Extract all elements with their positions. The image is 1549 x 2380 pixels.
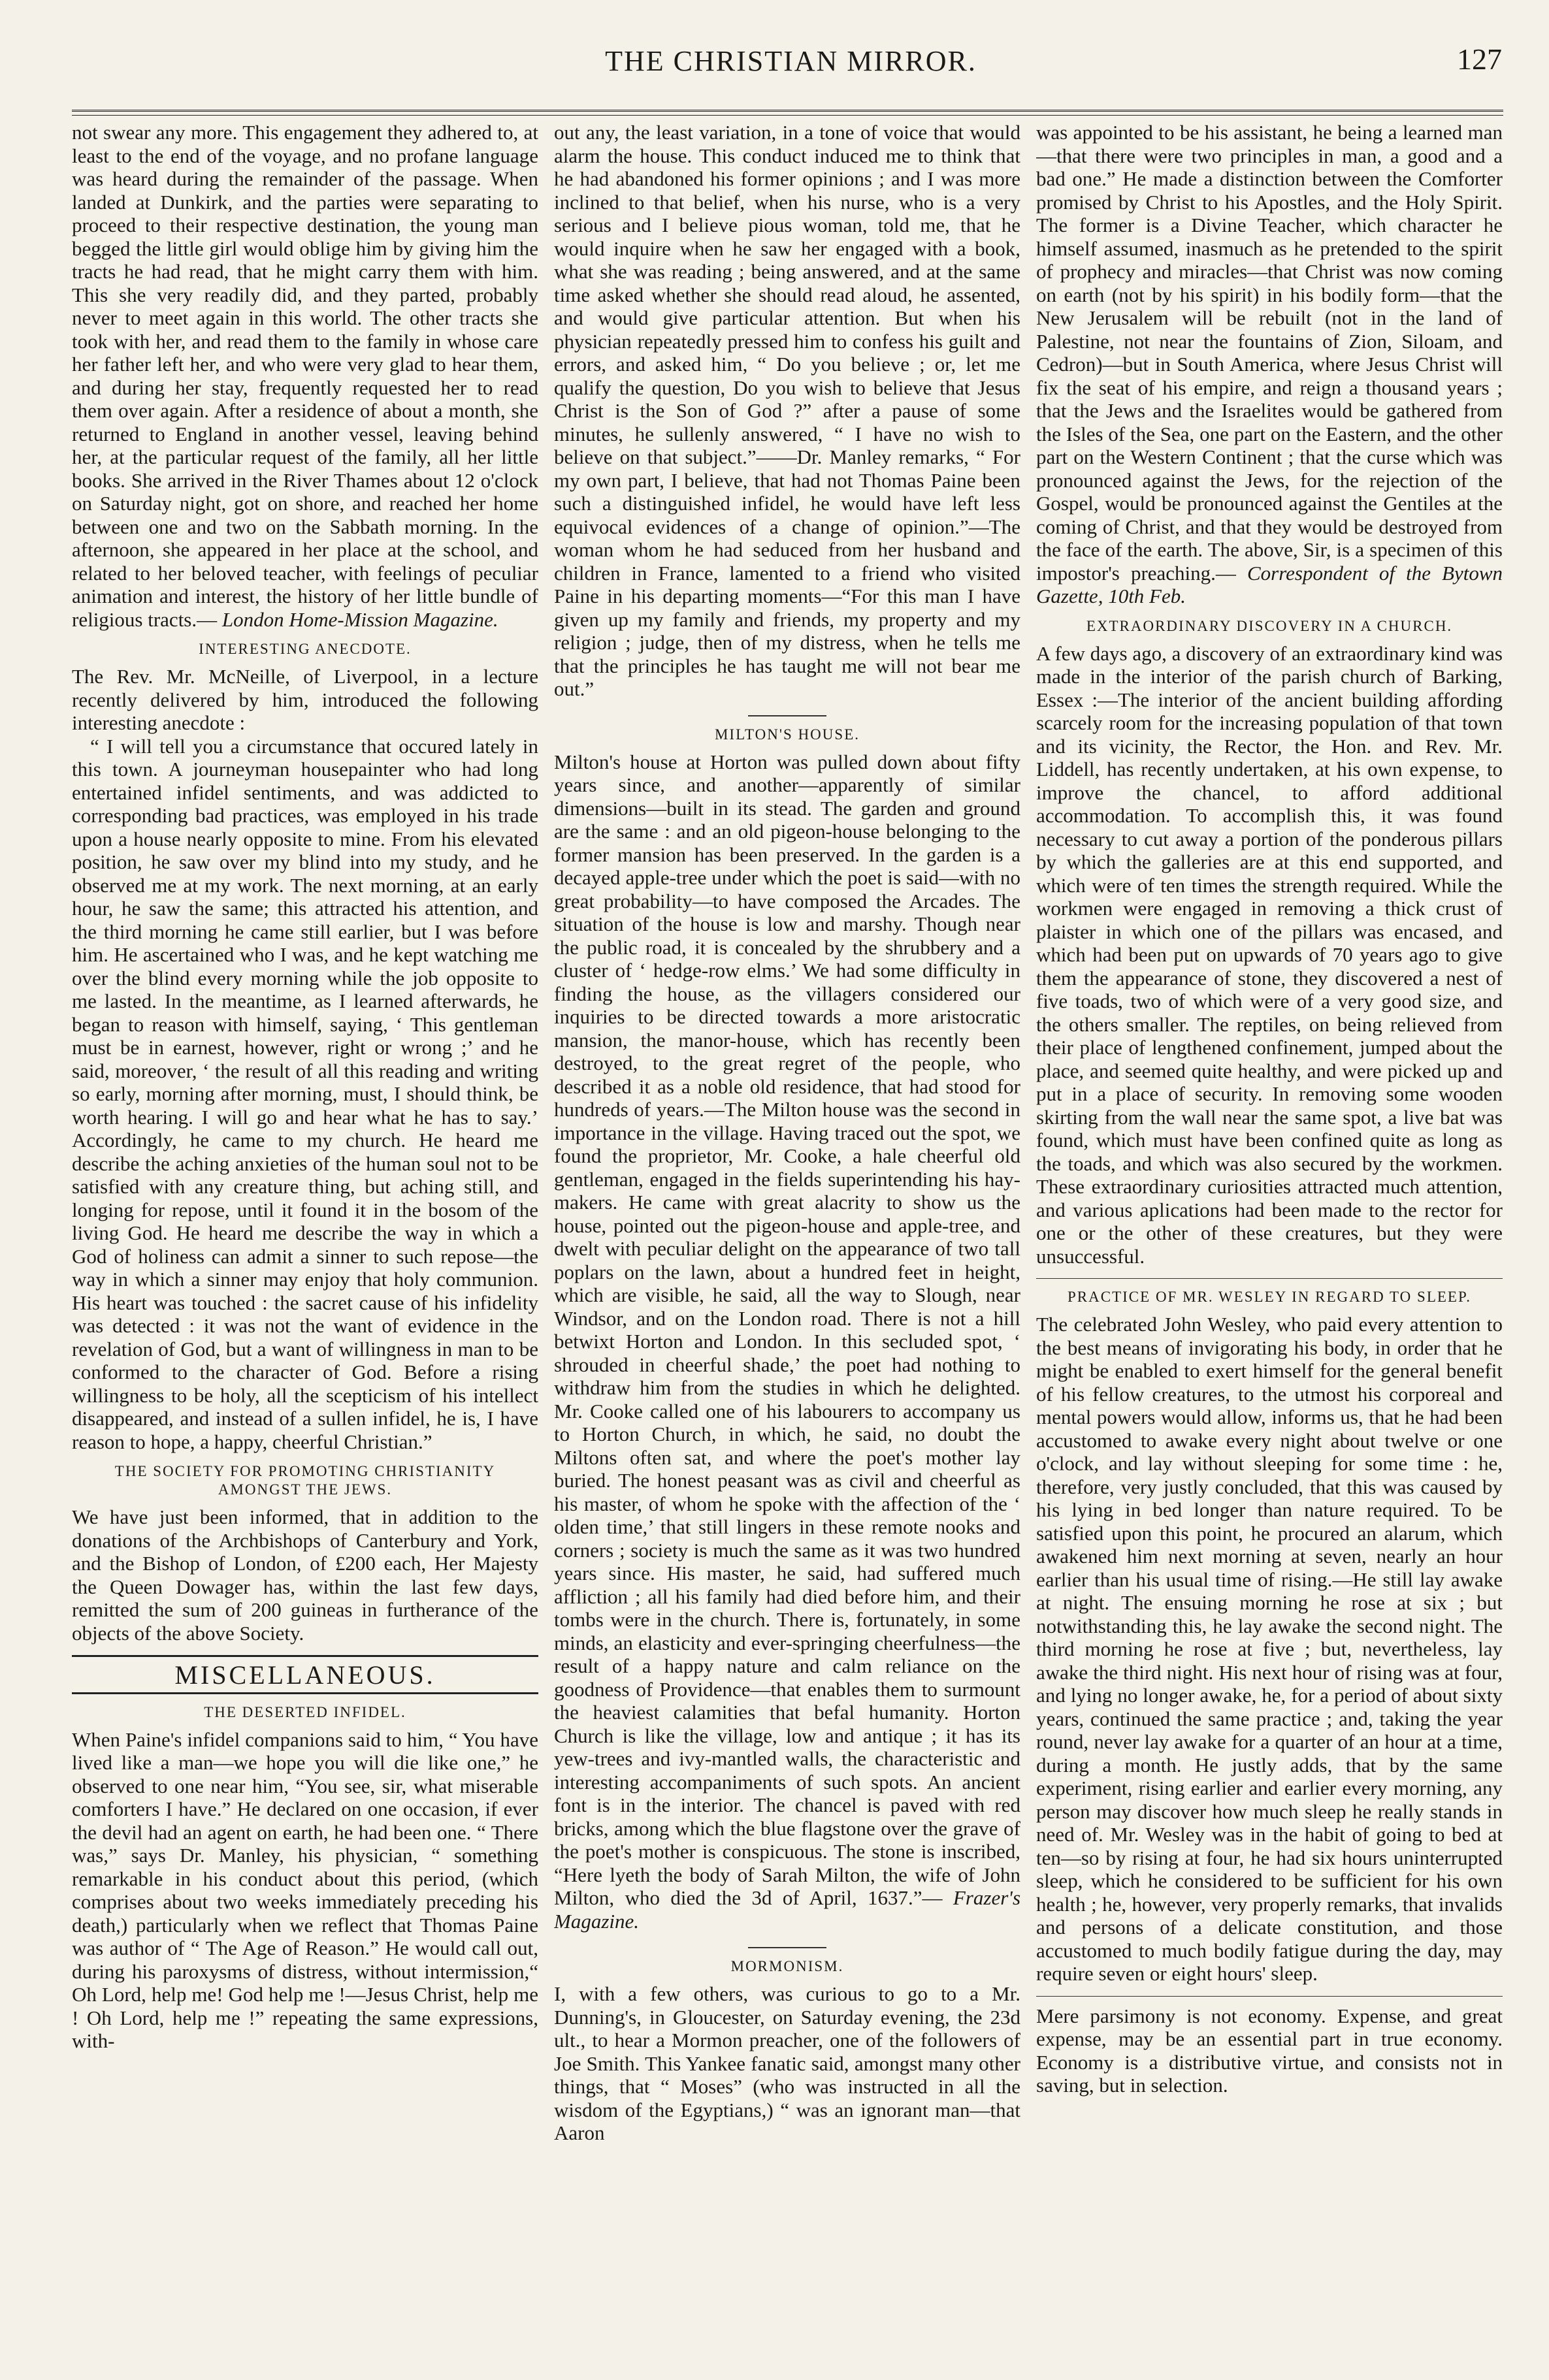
article-body: was appointed to be his assistant, he being a learned man—that there were two principles in man, a good and a bad one.” He made a distinction between the Comforter promised by Christ to his Apostles, and the Holy Spirit. The former is a Divine Teacher, which character he himself assumed, inasmuch as he pretended to the spirit of prophecy and miracles—that Christ was now coming on earth (not by his spirit) in his bodily form—that the New Jerusalem will be rebuilt (not in the land of Palestine, not near the fountains of Zion, Siloam, and Cedron)—but in South America, where Jesus Christ will fix the seat of his empire, and reign a thousand years ; that the Jews and the Israelites would be gathered from the Isles of the Sea, one part on the Eastern, and the other part on the Western Continent ; that the curse which was pronounced against the Jews, for the rejection of the Gospel, would be pronounced against the Gentiles at the coming of Christ, and that they would be destroyed from the face of the earth. The above, Sir, is a specimen of this impostor's preaching.— <box>1036 121 1503 585</box>
section-heading: MISCELLANEOUS. <box>72 1655 538 1694</box>
page-number: 127 <box>1457 42 1502 76</box>
column-3 <box>1036 121 1503 2335</box>
carryover-text: not swear any more. This engagement they adhered to, at least to the end of the voyage, and no profane language was heard during the remainder of the passage. When landed at Dunkirk, and the parties were separating to proceed to their respective destination, the young man begged the little girl would oblige him by giving him the tracts he had read, that he might carry them with him. This she very readily did, and they parted, probably never to meet again in this world. The other tracts she took with her, and read them to the family in whose care her father left her, and who were very glad to hear them, and during her stay, frequently requested her to read them over again. After a residence of about a month, she returned to England in another vessel, leaving behind her, at the particular request of the family, all her little books. She arrived in the River Thames about 12 o'clock on Saturday night, got on shore, and reached her home between one and two on the Sabbath morning. In the afternoon, she appeared in her place at the school, and related to her beloved teacher, with feelings of peculiar animation and interest, the history of her little bundle of religious tracts.— <box>72 121 538 631</box>
article-paragraph: The celebrated John Wesley, who paid every attention to the best means of invigorating his body, in order that he might be enabled to exert himself for the general benefit of his fellow creatures, to the utmost his corporeal and mental powers would allow, informs us, that he had been accustomed to awake every night about twelve or one o'clock, and lay without sleeping for some time : he, therefore, very justly concluded, that this was caused by his lying in bed longer than nature required. To be satisfied upon this point, he procured an alarum, which awakened him next morning at seven, nearly an hour earlier than his usual time of rising.—He still lay awake at night. The ensuing morning he rose at six ; but notwithstanding this, he lay awake the second night. The third morning he rose at five ; but, nevertheless, lay awake the third night. His next hour of rising was at four, and lying no longer awake, he, for a period of about sixty years, continued the same practice ; and, taking the year round, never lay awake for a quarter of an hour at a time, during a month. He justly adds, that by the same experiment, rising earlier and earlier every morning, any person may discover how much sleep he really stands in need of. Mr. Wesley was in the habit of going to bed at ten—so by rising at four, he had six hours uninterrupted sleep, which he considered to be sufficient for his own health ; he, however, very properly remarks, that invalids and persons of a delicate constitution, and those accustomed to much bodily fatigue during the day, may require seven or eight hours' sleep. <box>1036 1313 1503 1985</box>
article-source: Correspondent of the Bytown Gazette, 10th Feb. <box>1036 561 1503 607</box>
publication-title: THE CHRISTIAN MIRROR. <box>605 45 977 77</box>
article-paragraph: When Paine's infidel companions said to him, “ You have lived like a man—we hope you will die like one,” he observed to one near him, “You see, sir, what miserable comforters I have.” He declared on one occasion, if ever the devil had an agent on earth, he had been one. “ There was,” says Dr. Manley, his physician, “ something remarkable in his conduct about this period, (which comprises about two weeks immediately preceding his death,) particularly when we reflect that Thomas Paine was author of “ The Age of Reason.” He would call out, during his paroxysms of distress, without intermission,“ Oh Lord, help me! God help me !—Jesus Christ, help me ! Oh Lord, help me !” repeating the same expressions, with- <box>72 1728 538 2052</box>
article-paragraph: “ I will tell you a circumstance that occured lately in this town. A journeyman housepainter who had long entertained infidel sentiments, and was addicted to corresponding bad practices, was employed in his trade upon a house nearly opposite to mine. From his elevated position, he saw over my blind into my study, and he observed me at my work. The next morning, at an early hour, he saw the same; this attracted his attention, and the third morning he came still earlier, but I was before him. He ascertained who I was, and he kept watching me over the blind every morning while the job opposite to me lasted. In the meantime, as I learned afterwards, he began to reason with himself, saying, ‘ This gentleman must be in earnest, however, right or wrong ;’ and he said, moreover, ‘ the result of all this reading and writing so early, morning after morning, must, I should think, be worth hearing. I will go and hear what he has to say.’ Accordingly, he came to my church. He heard me describe the aching anxieties of the human soul not to be satisfied with any creature thing, but aching still, and longing for repose, until it found it in the bosom of the living God. He heard me describe the way in which a God of holiness can admit a sinner to such repose—the way in which a sinner may enjoy that holy communion. His heart was touched : the sacret cause of his infidelity was detected : it was not the want of evidence in the revelation of God, but a want of willingness in man to be conformed to the character of God. Before a rising willingness to be holy, all the scepticism of his intellect disappeared, and instead of a sullen infidel, he is, I have reason to hope, a happy, cheerful Christian.” <box>72 734 538 1453</box>
column-2 <box>554 121 1020 2335</box>
article-paragraph: We have just been informed, that in addition to the donations of the Archbishops of Canterbury and York, and the Bishop of London, of £200 each, Her Majesty the Queen Dowager has, within the last few days, remitted the sum of 200 guineas in furtherance of the objects of the above Society. <box>72 1505 538 1645</box>
section-divider <box>748 1947 826 1948</box>
article-title: INTERESTING ANECDOTE. <box>199 641 412 657</box>
article-paragraph: I, with a few others, was curious to go to a Mr. Dunning's, in Gloucester, on Saturday evening, the 23d ult., to hear a Mormon preacher, one of the followers of Joe Smith. This Yankee fanatic said, amongst many other things, that “ Moses” (who was instructed in all the wisdom of the Egyptians,) “ was an ignorant man—that Aaron <box>554 1982 1020 2144</box>
article-source: Frazer's Magazine. <box>554 1886 1020 1933</box>
article-title: THE SOCIETY FOR PROMOTING CHRISTIANITY AMONGST THE JEWS. <box>114 1463 496 1498</box>
article-paragraph <box>72 121 538 631</box>
article-title: EXTRAORDINARY DISCOVERY IN A CHURCH. <box>1086 617 1453 634</box>
column-1 <box>72 121 538 2335</box>
article-title: MILTON'S HOUSE. <box>714 726 860 743</box>
section-divider <box>1036 1996 1503 1997</box>
text-columns <box>72 121 1503 2335</box>
header-rule <box>72 110 1503 116</box>
article-body: Milton's house at Horton was pulled down about fifty years since, and another—apparently of similar dimensions—built in its stead. The garden and ground are the same : and an old pigeon-house belonging to the former mansion has been preserved. In the garden is a decayed apple-tree under which the poet is said—with no great probability—to have composed the Arcades. The situation of the house is low and marshy. Though near the public road, it is concealed by the shrubbery and a cluster of ‘ hedge-row elms.’ We had some difficulty in finding the house, as the villagers considered our inquiries to be directed towards a more aristocratic mansion, the manor-house, which has recently been destroyed, to the great regret of the people, who described it as a noble old residence, that had stood for hundreds of years.—The Milton house was the second in importance in the village. Having traced out the spot, we found the proprietor, Mr. Cooke, a hale cheerful old gentleman, engaged in the fields superintending his hay-makers. He came with great alacrity to show us the house, pointed out the pigeon-house and apple-tree, and dwelt with peculiar delight on the appearance of two tall poplars on the lawn, about a hundred feet in height, which are visible, he said, all the way to Slough, near Windsor, and on the London road. There is not a hill betwixt Horton and London. In this secluded spot, ‘ shrouded in cheerful shade,’ the poet had nothing to withdraw him from the studies in which he delighted. Mr. Cooke called one of his labourers to accompany us to Horton Church, in which, he said, no doubt the Miltons often sat, and where the poet's mother lay buried. The honest peasant was as civil and cheerful as his master, of whom he spoke with the affection of the ‘ olden time,’ that still lingers in these remote nooks and corners ; society is much the same as it was two hundred years since. His master, he said, had suffered much affliction ; all his family had died before him, and their tombs were in the church. There is, fortunately, in some minds, an elasticity and ever-springing cheerfulness—the result of a happy nature and calm reliance on the goodness of Providence—that enables them to surmount the heaviest calamities that befal humanity. Horton Church is like the village, low and antique ; it has its yew-trees and ivy-mantled walls, the characteristic and interesting accompaniments of such spots. An ancient font is in the interior. The chancel is paved with red bricks, among which the blue flagstone over the grave of the poet's mother is conspicuous. The stone is inscribed, “Here lyeth the body of Sarah Milton, the wife of John Milton, who died the 3d of April, 1637.”— <box>554 750 1020 1909</box>
article-paragraph: Mere parsimony is not economy. Expense, and great expense, may be an essential part in true economy. Economy is a distributive virtue, and consists not in saving, but in selection. <box>1036 2004 1503 2097</box>
article-title: MORMONISM. <box>730 1958 844 1974</box>
article-title: THE DESERTED INFIDEL. <box>204 1703 406 1720</box>
article-paragraph <box>554 750 1020 1933</box>
section-divider <box>1036 1278 1503 1279</box>
section-divider <box>748 715 826 716</box>
article-paragraph: A few days ago, a discovery of an extraordinary kind was made in the interior of the parish church of Barking, Essex :—The interior of the ancient building affording scarcely room for the increasing population of that town and its vicinity, the Rector, the Hon. and Rev. Mr. Liddell, has recently undertaken, at his own expense, to improve the chancel, to afford additional accommodation. To accomplish this, it was found necessary to cut away a portion of the ponderous pillars by which the galleries are at this end supported, and which were of ten times the strength required. While the workmen were engaged in removing a thick crust of plaister in which one of the pillars was encased, and which had been put on upwards of 70 years ago to give them the appearance of stone, they discovered a nest of five toads, two of which were of a very good size, and the others smaller. The reptiles, on being relieved from their place of lengthened confinement, jumped about the place, and seemed quite healthy, and were picked up and put in a place of security. In removing some wooden skirting from the wall near the same spot, a live bat was found, which must have been confined quite as long as the toads, and which was also secured by the workmen. These extraordinary curiosities attracted much attention, and various aplications had been made to the rector for one or the other of these creatures, but they were unsuccessful. <box>1036 641 1503 1268</box>
article-paragraph: out any, the least variation, in a tone of voice that would alarm the house. This conduct induced me to think that he had abandoned his former opinions ; and I was more inclined to that belief, when his nurse, who is a very serious and I believe pious woman, told me, that he would inquire when he saw her engaged with a book, what she was reading ; being answered, and at the same time asked whether she should read aloud, he assented, and would give particular attention. But when his physician repeatedly pressed him to confess his guilt and errors, and asked him, “ Do you believe ; or, let me qualify the question, Do you wish to believe that Jesus Christ is the Son of God ?” after a pause of some minutes, he sullenly answered, “ I have no wish to believe on that subject.”——Dr. Manley remarks, “ For my own part, I believe, that had not Thomas Paine been such a distinguished infidel, he would have left less equivocal evidences of a change of opinion.”—The woman whom he had seduced from her husband and children in France, lamented to a friend who visited Paine in his departing moments—“For this man I have given up my family and friends, my property and my religion ; judge, then of my distress, when he tells me that the principles he has taught me will not bear me out.” <box>554 121 1020 700</box>
article-title: PRACTICE OF MR. WESLEY IN REGARD TO SLEEP. <box>1068 1289 1471 1305</box>
article-paragraph <box>1036 121 1503 608</box>
article-source: London Home-Mission Magazine. <box>221 607 498 631</box>
running-head <box>72 39 1510 85</box>
article-paragraph: The Rev. Mr. McNeille, of Liverpool, in a lecture recently delivered by him, introduced the following interesting anecdote : <box>72 665 538 734</box>
